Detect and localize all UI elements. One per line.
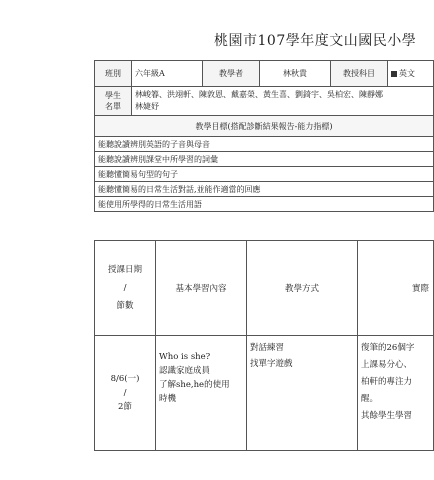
schedule-row	[95, 336, 434, 451]
checked-box-icon	[391, 71, 397, 77]
row-date	[95, 336, 156, 451]
goal-item: 能聽說讀辨別課堂中所學習的詞彙	[95, 152, 434, 167]
document-title: 桃園市107學年度文山國民小學	[214, 33, 417, 49]
col-date-header	[95, 241, 156, 336]
row-date-slash: /	[123, 388, 127, 398]
row-reflection	[358, 336, 434, 451]
subject-label: 教授科目	[331, 61, 388, 87]
subject-value: 英文	[399, 69, 415, 78]
students-line2: 林婕妤	[135, 102, 159, 111]
subject-cell	[388, 61, 434, 87]
schedule-table	[94, 240, 434, 451]
class-value: 六年級A	[132, 61, 203, 87]
teacher-label: 教學者	[203, 61, 260, 87]
reflection-line: 醒。	[361, 394, 379, 404]
row-method	[247, 336, 358, 451]
col-date-line1: 授課日期	[107, 265, 142, 275]
row-periods: 2節	[118, 402, 132, 412]
col-content-header: 基本學習內容	[156, 241, 247, 336]
students-list	[132, 87, 434, 116]
col-date-line3: 節數	[116, 301, 134, 311]
row-content	[156, 336, 247, 451]
students-line1: 林峻箺、洪翊軒、陳敦恩、戴嘉榮、黃生喜、劉錡宇、吳柏宏、陳靜娜	[135, 90, 383, 99]
class-info-table	[94, 60, 434, 212]
students-label	[95, 87, 132, 116]
content-line: 認識家庭成員	[159, 366, 211, 376]
goal-item: 能聽懂簡易的日常生活對話,並能作適當的回應	[95, 182, 434, 197]
goal-item: 能聽說讀辨別英語的子音與母音	[95, 137, 434, 152]
content-line: 了解she,he的使用	[159, 380, 230, 390]
col-date-line2: /	[123, 283, 127, 293]
schedule-header-row	[95, 241, 434, 336]
goal-item: 能使用所學得的日常生活用語	[95, 197, 434, 212]
class-info-row	[95, 61, 434, 87]
row-date-value: 8/6(一)	[110, 374, 140, 384]
reflection-line: 復筆的26個字	[361, 343, 415, 353]
goals-title: 教學目標(搭配診斷結果報告-能力指標)	[95, 116, 434, 137]
students-label-line2: 名單	[105, 102, 121, 111]
content-line: Who is she?	[159, 352, 211, 362]
method-line: 對話練習	[250, 343, 285, 353]
students-row	[95, 87, 434, 116]
reflection-line: 柏軒的專注力	[361, 377, 413, 387]
col-method-header: 教學方式	[247, 241, 358, 336]
teacher-value: 林秋貴	[260, 61, 331, 87]
content-line: 時機	[159, 394, 177, 404]
class-label: 班別	[95, 61, 132, 87]
col-reflection-header: 實際	[358, 241, 434, 336]
method-line: 找單字遊戲	[250, 359, 293, 369]
reflection-line: 上課易分心、	[361, 360, 413, 370]
reflection-line: 其餘學生學習	[361, 411, 413, 421]
goal-item: 能聽懂簡易句型的句子	[95, 167, 434, 182]
students-label-line1: 學生	[105, 91, 121, 100]
goals-title-row	[95, 116, 434, 137]
